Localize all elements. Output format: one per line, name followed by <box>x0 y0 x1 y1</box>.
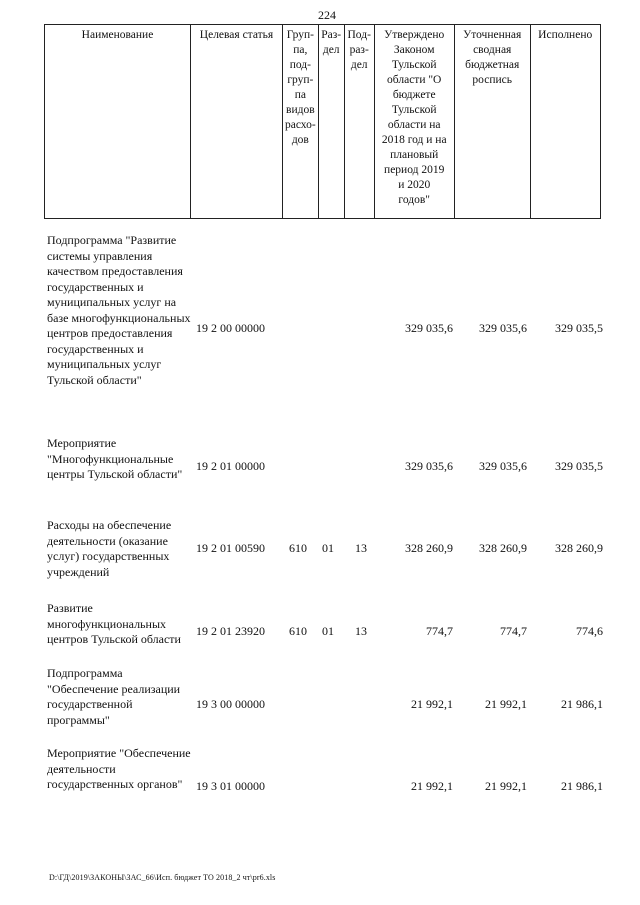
row-name: Расходы на обеспечение деятельности (оказание услуг) государственных учреждений <box>47 518 172 579</box>
row-name: Мероприятие "Многофункциональные центры Тульской области" <box>47 436 183 481</box>
row-code: 19 2 00 00000 <box>196 321 265 335</box>
row-executed: 21 986,1 <box>561 697 603 711</box>
header-subsection: Под- раз- дел <box>344 25 374 219</box>
row-subsection: 13 <box>355 624 367 638</box>
row-group: 610 <box>289 624 307 638</box>
row-updated: 328 260,9 <box>479 541 527 555</box>
footer-file-path: D:\ГД\2019\ЗАКОНЫ\ЗАС_66\Исп. бюджет ТО 2018_2 чт\pr6.xls <box>49 873 276 882</box>
row-group: 610 <box>289 541 307 555</box>
row-updated: 329 035,6 <box>479 459 527 473</box>
row-executed: 329 035,5 <box>555 459 603 473</box>
row-name: Мероприятие "Обеспечение деятельности государственных органов" <box>47 746 191 791</box>
row-code: 19 2 01 00000 <box>196 459 265 473</box>
page-number: 224 <box>318 8 336 22</box>
row-executed: 328 260,9 <box>555 541 603 555</box>
row-executed: 329 035,5 <box>555 321 603 335</box>
row-name: Подпрограмма "Развитие системы управления качеством предоставления государственных и муниципальных услуг на базе многофункциональных центров предоставления государственных и муниципальных услуг Тульской области" <box>47 233 191 387</box>
row-approved: 329 035,6 <box>405 459 453 473</box>
row-executed: 21 986,1 <box>561 779 603 793</box>
header-section: Раз- дел <box>318 25 344 219</box>
row-approved: 328 260,9 <box>405 541 453 555</box>
row-section: 01 <box>322 541 334 555</box>
row-name: Подпрограмма "Обеспечение реализации государственной программы" <box>47 666 181 727</box>
row-updated: 329 035,6 <box>479 321 527 335</box>
header-name: Наименование <box>45 25 191 219</box>
row-code: 19 2 01 23920 <box>196 624 265 638</box>
row-code: 19 3 00 00000 <box>196 697 265 711</box>
row-updated: 21 992,1 <box>485 779 527 793</box>
row-updated: 21 992,1 <box>485 697 527 711</box>
row-section: 01 <box>322 624 334 638</box>
table-header <box>44 24 601 219</box>
row-code: 19 3 01 00000 <box>196 779 265 793</box>
header-target-article: Целевая статья <box>191 25 283 219</box>
row-name: Развитие многофункциональных центров Тульской области <box>47 601 181 646</box>
header-updated: Уточненная сводная бюджетная роспись <box>454 25 530 219</box>
row-approved: 21 992,1 <box>411 779 453 793</box>
row-code: 19 2 01 00590 <box>196 541 265 555</box>
header-approved: Утверждено Законом Тульской области "О бюджете Тульской области на 2018 год и на плановый период 2019 и 2020 годов" <box>374 25 454 219</box>
row-approved: 774,7 <box>426 624 453 638</box>
header-expense-group: Груп- па, под- груп- па видов расхо- дов <box>283 25 319 219</box>
row-approved: 329 035,6 <box>405 321 453 335</box>
row-subsection: 13 <box>355 541 367 555</box>
row-executed: 774,6 <box>576 624 603 638</box>
row-approved: 21 992,1 <box>411 697 453 711</box>
row-updated: 774,7 <box>500 624 527 638</box>
header-executed: Исполнено <box>530 25 600 219</box>
